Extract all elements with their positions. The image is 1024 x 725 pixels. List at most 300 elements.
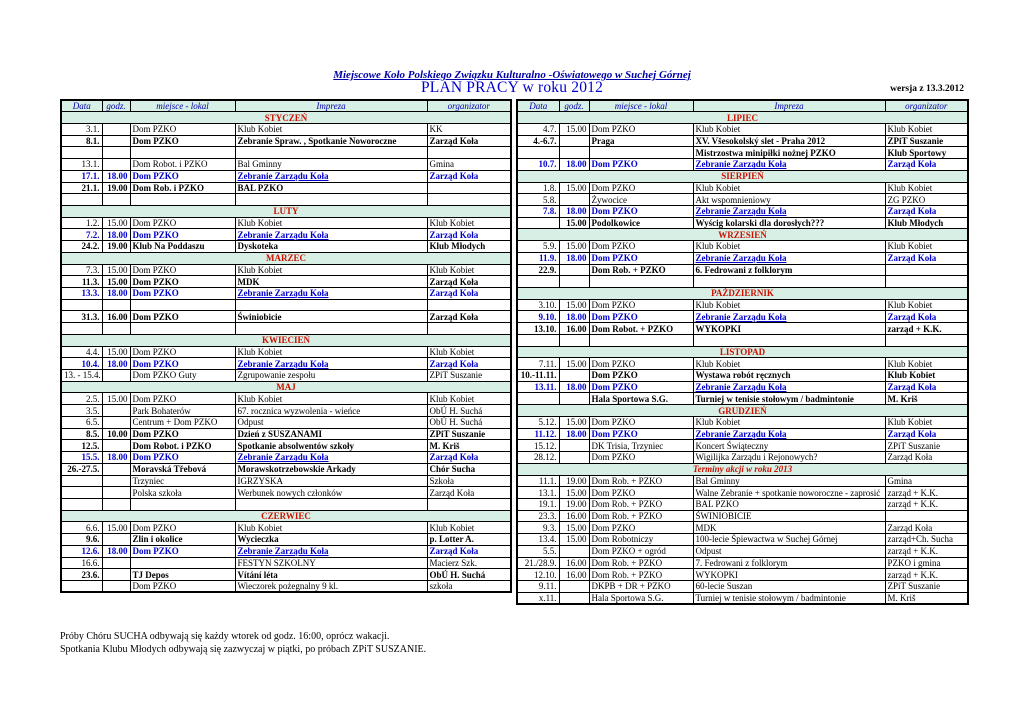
organizer-cell: zarząd + K.K. [885,569,968,581]
organizer-cell: zarząd + K.K. [885,487,968,499]
organizer-cell: Macierz Szk. [427,557,511,569]
venue-cell: Centrum + Dom PZKO [130,416,235,428]
empty-cell [130,498,235,510]
column-header-date: Data [61,100,102,112]
venue-cell: Dom Rob. + PZKO [589,498,693,510]
date-cell: 5.9. [517,241,559,253]
organizer-cell: zarząd + K.K. [885,498,968,510]
month-header-row [517,405,968,417]
month-header-row [61,112,511,124]
event-cell: 100-lecie Śpiewactwa w Suchej Górnej [693,534,885,546]
organizer-cell: Zarząd Koła [427,229,511,241]
organizer-cell: Zarząd Koła [427,288,511,300]
date-cell: 12.5. [61,440,102,452]
venue-cell: Dom PZKO [130,276,235,288]
table-row [517,381,968,393]
month-label: SIERPIEŃ [517,170,968,182]
time-cell: 16.00 [559,323,589,335]
time-cell: 18.00 [102,545,130,557]
event-cell: Zebranie Zarządu Koła [693,311,885,323]
schedule-table-left [60,99,512,593]
time-cell [559,264,589,276]
time-cell: 16.00 [102,311,130,323]
venue-cell: Dom PZKO + ogród [589,545,693,557]
organizer-cell: Klub Kobiet [427,217,511,229]
column-header-time: godz. [559,100,589,112]
organizer-cell: KK [427,123,511,135]
empty-row [517,334,968,346]
date-cell: 10.4. [61,358,102,370]
date-cell: 5.8. [517,194,559,206]
event-cell: Klub Kobiet [235,393,427,405]
organizer-cell: zarząd+Ch. Sucha [885,534,968,546]
venue-cell: Dom PZKO [589,358,693,370]
empty-cell [130,147,235,159]
empty-cell [517,276,559,288]
column-header-venue: miejsce - lokal [589,100,693,112]
venue-cell: Dom PZKO [130,393,235,405]
event-cell: Odpust [693,545,885,557]
date-cell: 9.6. [61,534,102,546]
column-header-time: godz. [102,100,130,112]
empty-cell [61,147,102,159]
date-cell: 7.2. [61,229,102,241]
table-row [517,569,968,581]
date-cell: 10.-11.11. [517,370,559,382]
time-cell: 18.00 [559,159,589,171]
date-cell: 7.3. [61,264,102,276]
event-cell: Bal Gminny [235,159,427,171]
month-label: MARZEC [61,252,511,264]
date-cell: 13.11. [517,381,559,393]
table-row [61,358,511,370]
empty-row [61,147,511,159]
organizer-cell: Klub Kobiet [885,358,968,370]
table-row [61,428,511,440]
venue-cell: Dom PZKO [130,123,235,135]
date-cell [517,217,559,229]
venue-cell: Dom PZKO [130,452,235,464]
date-cell [517,147,559,159]
empty-cell [102,194,130,206]
time-cell: 15.00 [559,487,589,499]
empty-row [61,194,511,206]
time-cell: 15.00 [559,416,589,428]
date-cell: 13. - 15.4. [61,370,102,382]
empty-cell [61,498,102,510]
empty-row [61,498,511,510]
venue-cell: Dom PZKO [130,311,235,323]
venue-cell [130,557,235,569]
date-cell: 16.6. [61,557,102,569]
venue-cell: Dom PZKO [130,288,235,300]
table-row [517,182,968,194]
venue-cell: DKPB + DR + PZKO [589,580,693,592]
venue-cell: Dom PZKO Guty [130,370,235,382]
venue-cell: Dom Rob. + PZKO [589,557,693,569]
table-row [517,510,968,522]
table-row [61,182,511,194]
table-row [61,405,511,417]
time-cell: 18.00 [559,205,589,217]
time-cell [559,147,589,159]
empty-cell [427,147,511,159]
table-row [517,241,968,253]
time-cell [102,159,130,171]
organizer-cell: Zarząd Koła [885,205,968,217]
table-row [61,170,511,182]
table-header-row [517,100,968,112]
table-row [517,534,968,546]
organizer-cell: Klub Kobiet [427,522,511,534]
organizer-cell: ZPiT Suszanie [885,135,968,147]
time-cell: 18.00 [102,288,130,300]
organizer-cell: Gmina [427,159,511,171]
organizer-cell: Klub Sportowy [885,147,968,159]
venue-cell: Dom Robot. + PZKO [589,323,693,335]
schedule-body-left [61,112,511,592]
organizer-cell: Gmina [885,475,968,487]
table-row [61,217,511,229]
table-row [517,475,968,487]
month-label: WRZESIEŃ [517,229,968,241]
organizer-cell: ZPiT Suszanie [885,580,968,592]
venue-cell: Dom PZKO [130,545,235,557]
table-row [517,452,968,464]
event-cell: Klub Kobiet [693,416,885,428]
organizer-cell: M. Kriš [427,440,511,452]
table-row [61,370,511,382]
time-cell [102,569,130,581]
table-row [517,370,968,382]
time-cell [559,194,589,206]
column-header-organizer: organizator [427,100,511,112]
table-row [517,522,968,534]
column-header-organizer: organizator [885,100,968,112]
organizer-cell: Zarząd Koła [427,276,511,288]
event-cell: Dyskoteka [235,241,427,253]
time-cell: 15.00 [559,358,589,370]
time-cell [102,463,130,475]
date-cell: 4.4. [61,346,102,358]
schedule-table-right [516,99,969,605]
venue-cell: Dom PZKO [130,580,235,592]
venue-cell: DK Trisia, Trzyniec [589,440,693,452]
time-cell: 18.00 [102,170,130,182]
time-cell: 15.00 [559,534,589,546]
empty-cell [559,334,589,346]
event-cell: 60-lecie Suszan [693,580,885,592]
organizer-cell: Klub Kobiet [427,393,511,405]
time-cell [102,416,130,428]
event-cell: Zebranie Spraw. , Spotkanie Noworoczne [235,135,427,147]
venue-cell: Dom PZKO [589,370,693,382]
venue-cell: Dom PZKO [589,428,693,440]
time-cell: 15.00 [102,276,130,288]
date-cell: 6.5. [61,416,102,428]
table-row [517,264,968,276]
time-cell: 15.00 [559,241,589,253]
time-cell: 16.00 [559,569,589,581]
date-cell: 15.12. [517,440,559,452]
venue-cell: Dom Rob. + PZKO [589,569,693,581]
venue-cell: Dom PZKO [589,416,693,428]
date-cell: 17.1. [61,170,102,182]
organizer-cell: Zarząd Koła [885,452,968,464]
venue-cell: Dom PZKO [589,381,693,393]
date-cell: 13.4. [517,534,559,546]
venue-cell: Hala Sportowa S.G. [589,393,693,405]
event-cell: ŚWINIOBICIE [693,510,885,522]
table-row [517,557,968,569]
table-row [61,475,511,487]
event-cell: Klub Kobiet [693,182,885,194]
table-row [61,463,511,475]
organizer-cell: ObÚ H. Suchá [427,416,511,428]
empty-cell [427,498,511,510]
event-cell: Zebranie Zarządu Koła [235,545,427,557]
empty-cell [235,194,427,206]
date-cell: x.11. [517,592,559,604]
venue-cell: Moravská Třebová [130,463,235,475]
table-row [61,241,511,253]
date-cell: 9.10. [517,311,559,323]
note-choir: Próby Chóru SUCHA odbywają się każdy wtorek od godz. 16:00, oprócz wakacji. [60,631,390,642]
date-cell: 8.1. [61,135,102,147]
time-cell [102,135,130,147]
date-cell: 7.8. [517,205,559,217]
date-cell: 23.3. [517,510,559,522]
time-cell: 15.00 [102,264,130,276]
time-cell [102,557,130,569]
time-cell: 15.00 [102,522,130,534]
event-cell: Turniej w tenisie stołowym / badmintonie [693,592,885,604]
venue-cell: Dom Rob. + PZKO [589,510,693,522]
venue-cell: Klub Na Poddaszu [130,241,235,253]
date-cell: 9.11. [517,580,559,592]
organizer-cell [427,182,511,194]
version-label: wersja z 13.3.2012 [890,84,964,94]
empty-cell [102,299,130,311]
date-cell: 11.12. [517,428,559,440]
empty-cell [885,276,968,288]
month-label: CZERWIEC [61,510,511,522]
empty-cell [61,299,102,311]
empty-cell [61,323,102,335]
date-cell: 21./28.9. [517,557,559,569]
date-cell: 21.1. [61,182,102,194]
table-row [517,393,968,405]
organizer-cell: Zarząd Koła [427,452,511,464]
date-cell: 9.3. [517,522,559,534]
event-cell: MDK [235,276,427,288]
table-row [517,323,968,335]
venue-cell: Dom Rob. i PZKO [130,182,235,194]
event-cell: Zebranie Zarządu Koła [235,170,427,182]
month-header-row [61,381,511,393]
organizer-cell: Zarząd Koła [885,252,968,264]
event-cell: Morawskotrzebowskie Arkady [235,463,427,475]
venue-cell [589,147,693,159]
date-cell: 5.5. [517,545,559,557]
empty-cell [589,334,693,346]
organizer-cell: ZPiT Suszanie [427,370,511,382]
organization-title: Miejscowe Koło Polskiego Związku Kulturalno -Oświatowego w Suchej Górnej [333,69,691,81]
venue-cell: Dom Robot. i PZKO [130,159,235,171]
venue-cell: Park Bohaterów [130,405,235,417]
event-cell: Wieczorek pożegnalny 9 kl. [235,580,427,592]
organizer-cell: Klub Kobiet [885,299,968,311]
table-row [517,299,968,311]
venue-cell: Dom PZKO [130,346,235,358]
organizer-cell: szkoła [427,580,511,592]
organizer-cell: Zarząd Koła [885,311,968,323]
venue-cell: Dom PZKO [589,205,693,217]
month-header-row [61,510,511,522]
empty-cell [559,276,589,288]
event-cell: Świniobicie [235,311,427,323]
venue-cell: Dom Rob. + PZKO [589,264,693,276]
table-row [61,522,511,534]
date-cell: 5.12. [517,416,559,428]
event-cell: Zebranie Zarządu Koła [235,288,427,300]
time-cell: 15.00 [559,217,589,229]
date-cell: 7.11. [517,358,559,370]
column-header-event: Impreza [693,100,885,112]
venue-cell: Dom PZKO [130,170,235,182]
event-cell: Werbunek nowych członków [235,487,427,499]
organizer-cell [885,510,968,522]
empty-cell [102,323,130,335]
empty-cell [427,323,511,335]
time-cell: 18.00 [559,252,589,264]
month-label: MAJ [61,381,511,393]
venue-cell: Żywocice [589,194,693,206]
event-cell: BAL PZKO [693,498,885,510]
organizer-cell: p. Lotter A. [427,534,511,546]
event-cell: Zebranie Zarządu Koła [693,252,885,264]
month-header-row [61,334,511,346]
venue-cell: Dom PZKO [589,182,693,194]
date-cell: 11.3. [61,276,102,288]
table-row [61,534,511,546]
organizer-cell: zarząd + K.K. [885,545,968,557]
organizer-cell: Klub Kobiet [885,182,968,194]
venue-cell: Dom Robotniczy [589,534,693,546]
empty-cell [427,299,511,311]
footer-notes [60,631,426,656]
date-cell: 28.12. [517,452,559,464]
date-cell: 3.5. [61,405,102,417]
event-cell: Klub Kobiet [235,346,427,358]
empty-cell [693,334,885,346]
month-label: GRUDZIEŃ [517,405,968,417]
empty-cell [130,299,235,311]
date-cell: 1.8. [517,182,559,194]
event-cell: 67. rocznica wyzwolenia - wieńce [235,405,427,417]
event-cell: Klub Kobiet [235,264,427,276]
organizer-cell: ZPiT Suszanie [427,428,511,440]
date-cell [61,487,102,499]
time-cell: 15.00 [559,123,589,135]
venue-cell: Podolkowice [589,217,693,229]
table-row [517,159,968,171]
table-row [517,311,968,323]
table-row [61,557,511,569]
time-cell [559,545,589,557]
empty-cell [61,194,102,206]
event-cell: FESTYN SZKOLNY [235,557,427,569]
event-cell: Bal Gminny [693,475,885,487]
event-cell: Wycieczka [235,534,427,546]
time-cell [559,393,589,405]
event-cell: Wystawa robót ręcznych [693,370,885,382]
month-label: LUTY [61,205,511,217]
event-cell: Wyścig kolarski dla dorosłych??? [693,217,885,229]
time-cell [102,475,130,487]
venue-cell: Dom PZKO [589,241,693,253]
date-cell: 10.7. [517,159,559,171]
organizer-cell: Klub Kobiet [885,241,968,253]
time-cell [102,405,130,417]
organizer-cell: PZKO i gmina [885,557,968,569]
table-header-row [61,100,511,112]
time-cell: 18.00 [559,381,589,393]
date-cell [61,580,102,592]
month-label: STYCZEŃ [61,112,511,124]
organizer-cell: Zarząd Koła [427,487,511,499]
date-cell: 31.3. [61,311,102,323]
event-cell: Klub Kobiet [693,123,885,135]
table-row [517,440,968,452]
event-cell: Walne Zebranie + spotkanie noworoczne - zaprosić [693,487,885,499]
organizer-cell: Zarząd Koła [427,358,511,370]
organizer-cell: M. Kriš [885,393,968,405]
event-cell: Klub Kobiet [235,522,427,534]
event-cell: Koncert Świąteczny [693,440,885,452]
time-cell [102,580,130,592]
organizer-cell: Zarząd Koła [427,170,511,182]
venue-cell: Trzyniec [130,475,235,487]
venue-cell: Dom PZKO [130,428,235,440]
venue-cell: Dom PZKO [589,299,693,311]
organizer-cell: Zarząd Koła [427,311,511,323]
event-cell: Zebranie Zarządu Koła [693,428,885,440]
empty-cell [102,147,130,159]
time-cell [102,440,130,452]
date-cell: 22.9. [517,264,559,276]
time-cell: 19.00 [102,182,130,194]
event-cell: Klub Kobiet [235,217,427,229]
event-cell: WYKOPKI [693,323,885,335]
month-label: PAŹDZIERNIK [517,288,968,300]
venue-cell: Dom PZKO [589,311,693,323]
table-row [61,580,511,592]
date-cell: 11.1. [517,475,559,487]
organizer-cell: Chór Sucha [427,463,511,475]
table-row [61,346,511,358]
time-cell: 15.00 [102,393,130,405]
month-header-row [517,112,968,124]
empty-cell [130,323,235,335]
empty-cell [235,147,427,159]
table-row [61,569,511,581]
event-cell: Dzień z SUSZANAMI [235,428,427,440]
event-cell: BAL PZKO [235,182,427,194]
time-cell [559,135,589,147]
venue-cell: TJ Depos [130,569,235,581]
empty-row [61,323,511,335]
